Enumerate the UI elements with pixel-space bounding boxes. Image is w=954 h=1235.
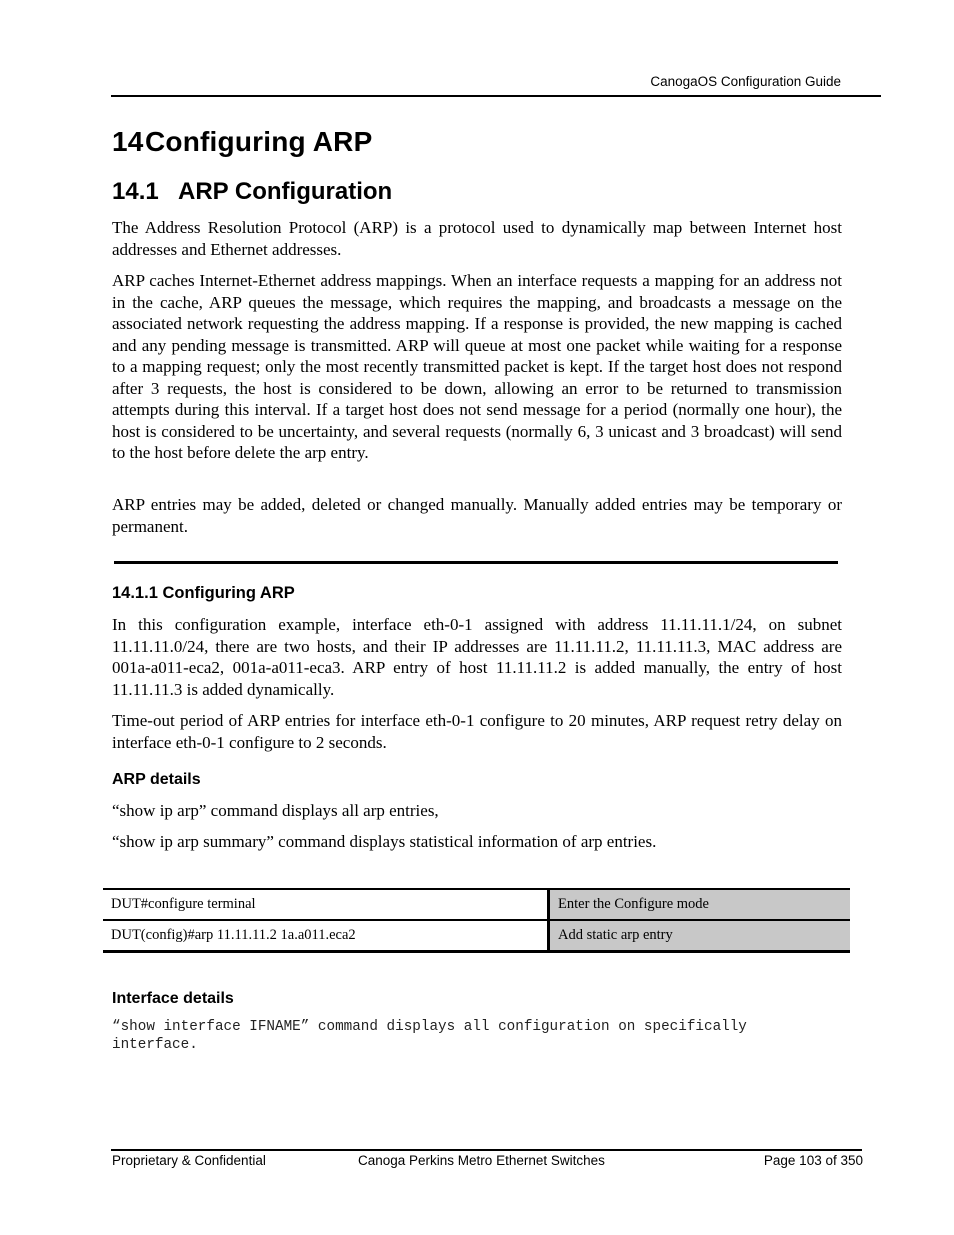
footer-rule xyxy=(111,1149,862,1151)
paragraph-arp-intro: The Address Resolution Protocol (ARP) is a protocol used to dynamically map between Internet host addresses and Ethernet addresses. xyxy=(112,218,842,259)
section-title: ARP Configuration xyxy=(178,178,393,205)
arp-details-line: “show ip arp summary” command displays statistical information of arp entries. xyxy=(112,832,657,851)
interface-details-text: “show interface IFNAME” command displays all configuration on specifically interface. xyxy=(112,1019,747,1053)
description-cell: Add static arp entry xyxy=(549,920,851,952)
footer-left: Proprietary & Confidential xyxy=(112,1153,266,1168)
section-number: 14.1 xyxy=(112,178,159,205)
footer-center: Canoga Perkins Metro Ethernet Switches xyxy=(358,1153,605,1168)
arp-details-heading: ARP details xyxy=(112,771,201,788)
section-heading xyxy=(112,178,392,206)
chapter-number: 14 xyxy=(112,126,144,157)
interface-details-heading: Interface details xyxy=(112,990,234,1007)
running-header: CanogaOS Configuration Guide xyxy=(650,74,841,89)
command-cell: DUT#configure terminal xyxy=(103,889,549,920)
table-row xyxy=(103,889,850,920)
command-table xyxy=(103,888,850,953)
table-row xyxy=(103,920,850,952)
chapter-heading xyxy=(112,126,372,158)
subsection-heading: 14.1.1 Configuring ARP xyxy=(112,584,295,602)
paragraph-timeout: Time-out period of ARP entries for interface eth-0-1 configure to 20 minutes, ARP request retry delay on interface eth-0-1 configure to 2 seconds. xyxy=(112,711,842,752)
page-number: Page 103 of 350 xyxy=(763,1153,863,1168)
command-cell: DUT(config)#arp 11.11.11.2 1a.a011.eca2 xyxy=(103,920,549,952)
description-cell: Enter the Configure mode xyxy=(549,889,851,920)
arp-details-line: “show ip arp” command displays all arp entries, xyxy=(112,801,439,820)
chapter-title: Configuring ARP xyxy=(145,126,373,157)
paragraph-arp-entries: ARP entries may be added, deleted or changed manually. Manually added entries may be temporary or permanent. xyxy=(112,495,842,536)
header-rule xyxy=(111,95,881,97)
paragraph-config-example: In this configuration example, interface eth-0-1 assigned with address 11.11.11.1/24, on subnet 11.11.11.0/24, there are two hosts, and their IP addresses are 11.11.11.2, 11.11.11.3, MAC address are 001a-a011-eca2, 001a-a011-eca3. ARP entry of host 11.11.11.2 is added manually, the entry of host 11.11.11.3 is added dynamically. xyxy=(112,615,842,699)
section-divider xyxy=(114,561,838,564)
paragraph-arp-caching: ARP caches Internet-Ethernet address mappings. When an interface requests a mapping for an address not in the cache, ARP queues the message, which requires the mapping, and broadcasts a message on the associated network requesting the address mapping. If a response is provided, the new mapping is cached and any pending message is transmitted. ARP will queue at most one packet while waiting for a response to a mapping request; only the most recently transmitted packet is kept. If the target host does not respond after 3 requests, the host is considered to be down, allowing an error to be returned to transmission attempts during this interval. If a target host does not send message for a period (normally one hour), the host is considered to be uncertainty, and several requests (normally 6, 3 unicast and 3 broadcast) will send to the host before delete the arp entry. xyxy=(112,271,842,462)
